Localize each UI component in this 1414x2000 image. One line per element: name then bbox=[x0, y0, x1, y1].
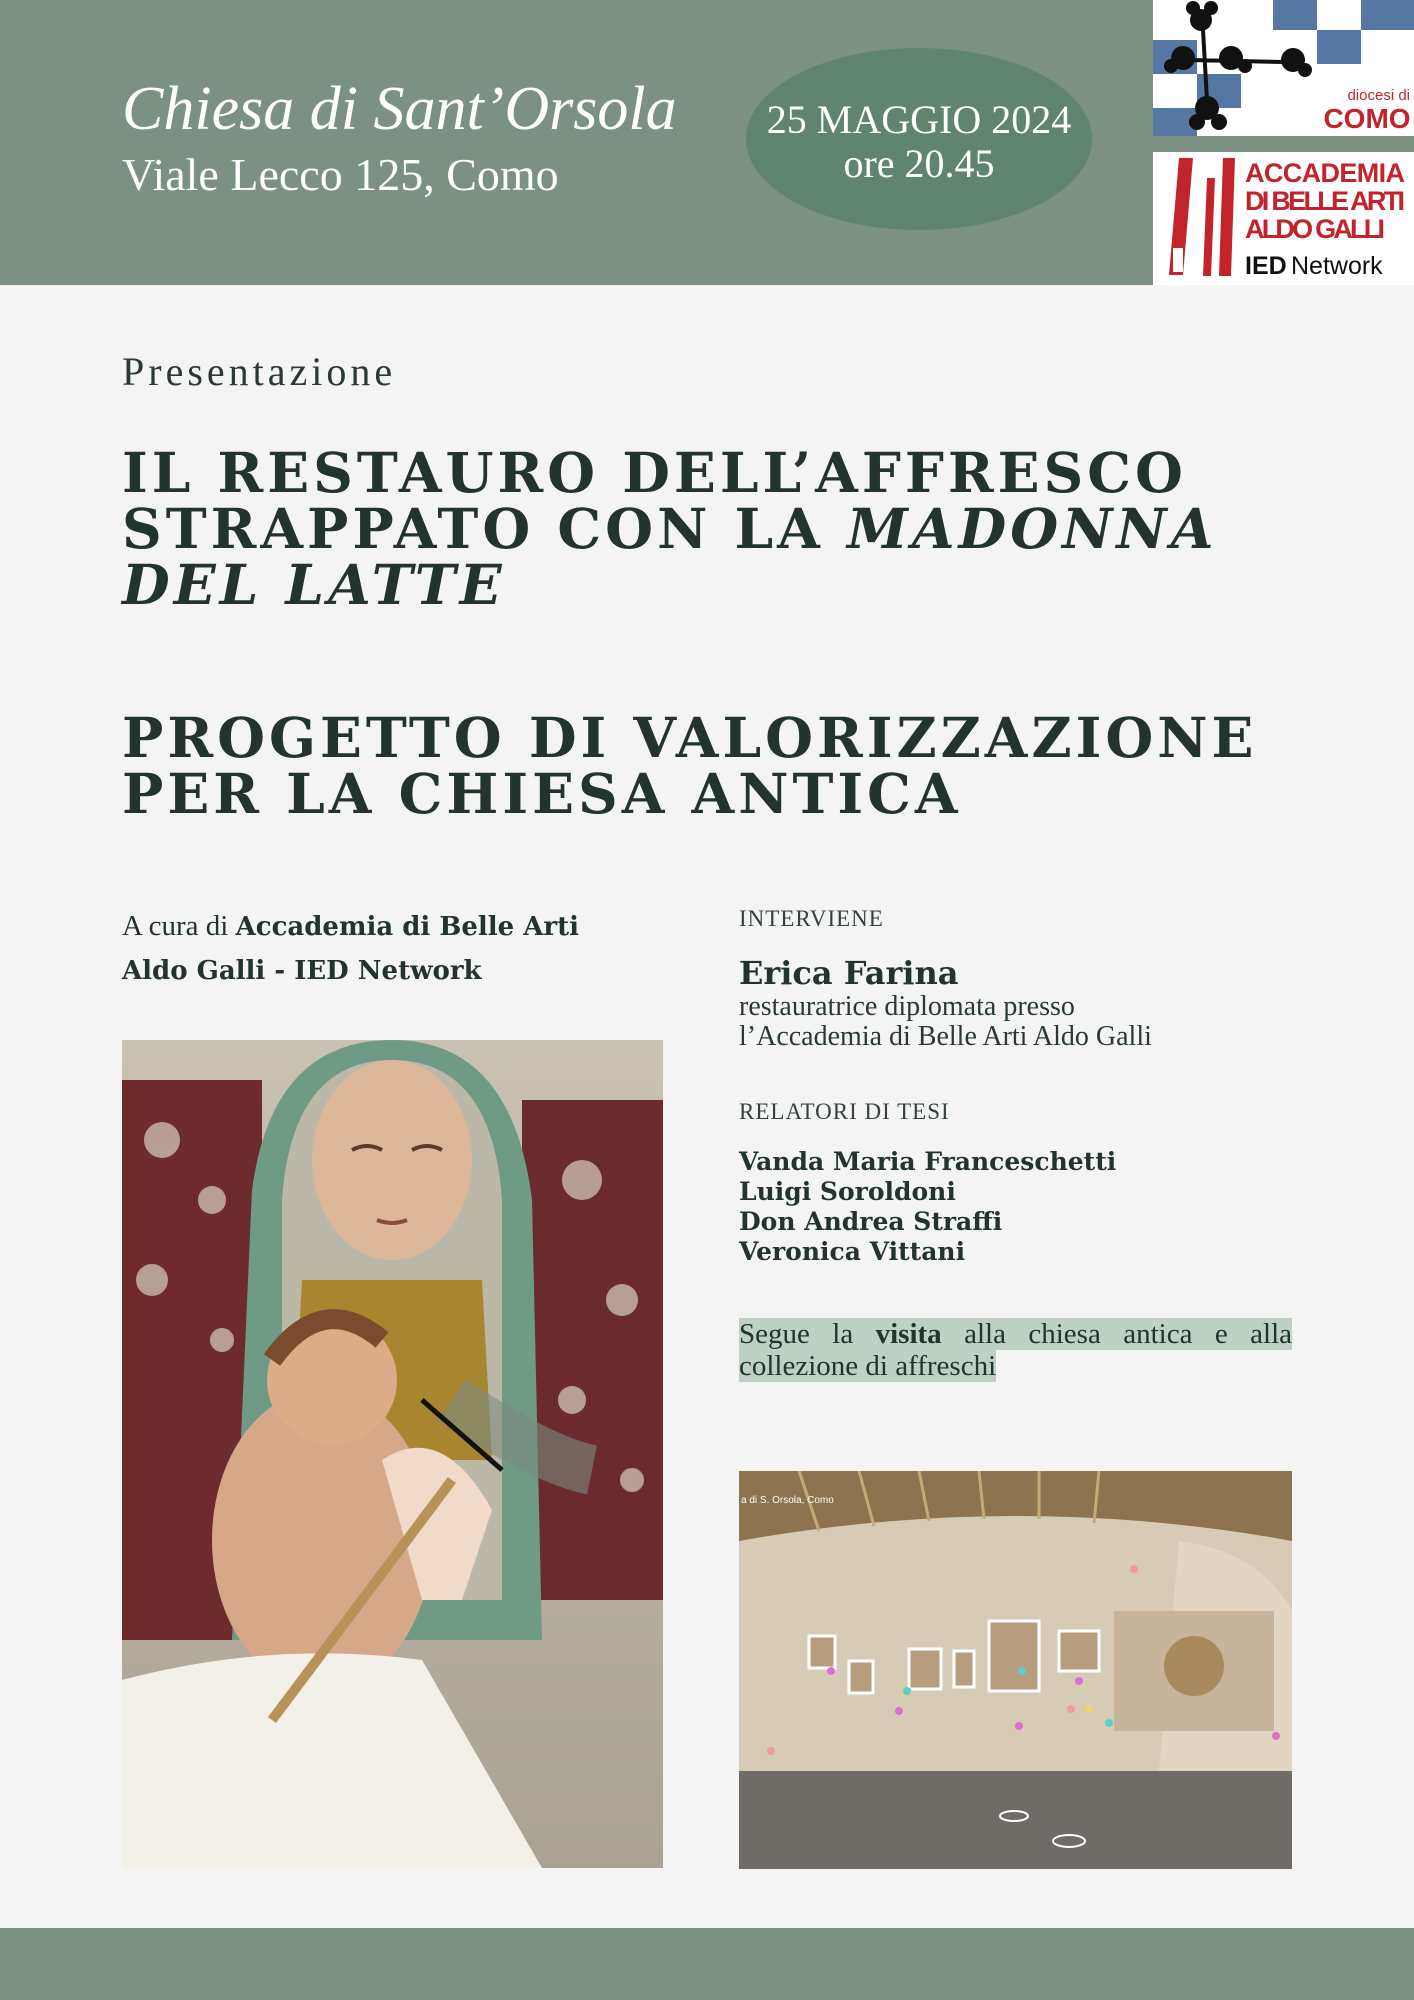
event-time: ore 20.45 bbox=[843, 141, 995, 186]
fresco-restoration-photo bbox=[122, 1040, 663, 1868]
event-date: 25 MAGGIO 2024 bbox=[766, 97, 1072, 142]
curated-org-2: Aldo Galli - IED Network bbox=[122, 956, 482, 986]
title-line-2a: STRAPPATO CON LA bbox=[122, 496, 847, 561]
curated-prefix: A cura di bbox=[122, 910, 229, 942]
speaker-section bbox=[739, 906, 1299, 1052]
svg-text:DI BELLE ARTI: DI BELLE ARTI bbox=[1245, 186, 1405, 216]
svg-text:IED: IED bbox=[1245, 252, 1287, 280]
church-address: Viale Lecco 125, Como bbox=[122, 149, 559, 200]
visit-text-pre: Segue la bbox=[739, 1318, 876, 1350]
speaker-desc-2: l’Accademia di Belle Arti Aldo Galli bbox=[739, 1021, 1152, 1052]
curated-org-1: Accademia di Belle Arti bbox=[235, 912, 579, 942]
footer-band bbox=[0, 1928, 1414, 2000]
subtitle-line-2: PER LA CHIESA ANTICA bbox=[122, 761, 962, 826]
accademia-aldo-galli-logo bbox=[1153, 152, 1414, 285]
svg-text:ALDO GALLI: ALDO GALLI bbox=[1245, 214, 1385, 244]
visit-note bbox=[739, 1318, 1292, 1382]
madonna-fresco-image bbox=[122, 1040, 663, 1868]
speaker-name: Erica Farina bbox=[739, 954, 959, 992]
main-title bbox=[122, 440, 1272, 617]
advisor-name: Don Andrea Straffi bbox=[739, 1207, 1003, 1236]
advisors-section bbox=[739, 1099, 1299, 1267]
title-line-1: IL RESTAURO DELL’AFFRESCO bbox=[122, 440, 1187, 505]
speaker-desc-1: restauratrice diplomata presso bbox=[739, 991, 1075, 1022]
title-line-3: DEL LATTE bbox=[122, 552, 506, 617]
svg-text:diocesi di: diocesi di bbox=[1347, 87, 1410, 104]
accademia-bars-icon bbox=[1153, 152, 1414, 285]
date-badge bbox=[746, 48, 1092, 230]
church-room-image bbox=[739, 1471, 1292, 1869]
subtitle bbox=[122, 705, 1322, 826]
advisor-name: Veronica Vittani bbox=[739, 1237, 966, 1266]
curated-by bbox=[122, 905, 662, 993]
visit-text-bold: visita bbox=[875, 1318, 942, 1350]
svg-text:COMO: COMO bbox=[1323, 103, 1411, 134]
advisors-label: RELATORI DI TESI bbox=[739, 1099, 950, 1124]
speaker-label: INTERVIENE bbox=[739, 906, 884, 931]
visit-text-post: alla chiesa antica e alla collezione di affreschi bbox=[739, 1318, 1292, 1382]
svg-text:a di S. Orsola, Como: a di S. Orsola, Como bbox=[741, 1495, 834, 1506]
presentation-label: Presentazione bbox=[122, 349, 397, 394]
diocesi-checkerboard-icon bbox=[1153, 0, 1414, 136]
church-interior-photo bbox=[739, 1471, 1292, 1869]
subtitle-line-1: PROGETTO DI VALORIZZAZIONE bbox=[122, 705, 1258, 770]
diocesi-como-logo bbox=[1153, 0, 1414, 136]
advisor-name: Luigi Soroldoni bbox=[739, 1177, 956, 1206]
logos bbox=[1153, 0, 1414, 285]
advisor-name: Vanda Maria Franceschetti bbox=[739, 1147, 1117, 1176]
church-name: Chiesa di Sant’Orsola bbox=[122, 75, 677, 143]
svg-text:ACCADEMIA: ACCADEMIA bbox=[1245, 158, 1405, 188]
header-band bbox=[0, 0, 1414, 285]
title-line-2b: MADONNA bbox=[847, 496, 1218, 561]
svg-text:Network: Network bbox=[1291, 252, 1383, 280]
